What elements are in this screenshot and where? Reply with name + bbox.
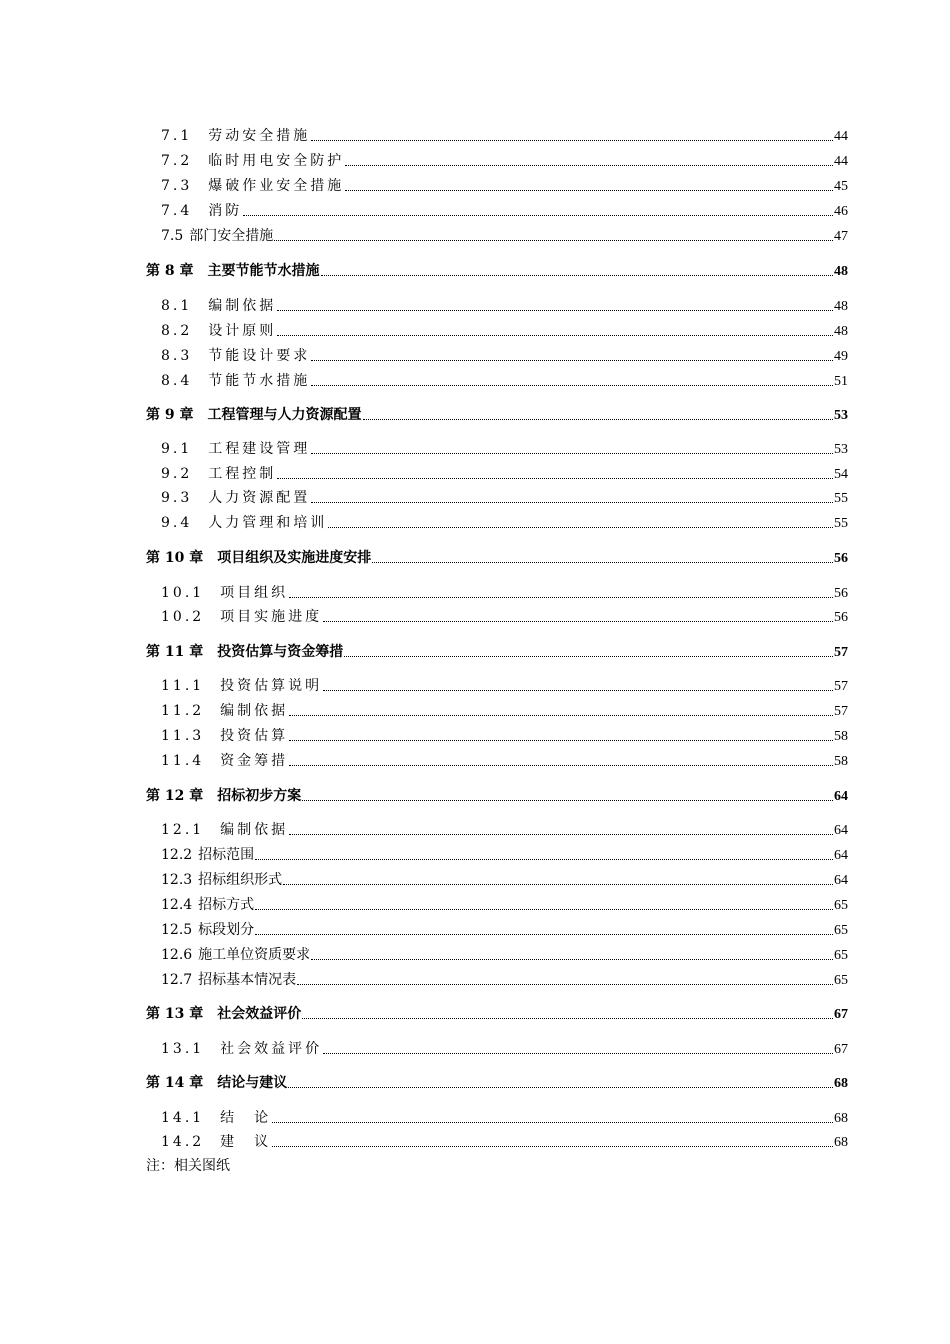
toc-entry-number: 第 14 章 xyxy=(146,1075,204,1091)
toc-entry-number: 第 12 章 xyxy=(146,788,204,804)
toc-entry-title: 投资估算与资金筹措 xyxy=(217,644,344,660)
toc-entry-label xyxy=(161,845,254,865)
toc-dot-leader xyxy=(363,418,834,420)
toc-entry-title: 结 论 xyxy=(220,1110,272,1126)
toc-entry-label xyxy=(161,439,310,459)
toc-section-entry[interactable] xyxy=(161,1039,848,1059)
toc-entry-title: 工程控制 xyxy=(208,466,277,482)
toc-dot-leader xyxy=(323,620,833,622)
toc-section-entry[interactable] xyxy=(161,371,848,391)
toc-dot-leader xyxy=(274,239,833,241)
toc-entry-label xyxy=(161,321,276,341)
toc-dot-leader xyxy=(255,908,833,910)
toc-dot-leader xyxy=(277,309,833,311)
toc-entry-label xyxy=(161,701,288,721)
toc-dot-leader xyxy=(323,1052,833,1054)
toc-entry-number: 10.1 xyxy=(161,585,205,601)
toc-entry-title: 招标初步方案 xyxy=(217,788,302,804)
toc-entry-label xyxy=(146,261,320,281)
toc-entry-number: 7.3 xyxy=(161,178,193,194)
toc-dot-leader xyxy=(255,933,833,935)
toc-page-number: 49 xyxy=(834,349,848,364)
toc-entry-label xyxy=(161,820,288,840)
toc-page-number: 65 xyxy=(834,898,848,913)
toc-entry-title: 爆破作业安全措施 xyxy=(208,178,345,194)
toc-page-number: 46 xyxy=(834,204,848,219)
toc-entry-title: 临时用电安全防护 xyxy=(208,153,345,169)
toc-entry-label xyxy=(161,1108,271,1128)
toc-entry-title: 编制依据 xyxy=(208,298,277,314)
toc-entry-number: 12.6 xyxy=(161,947,193,963)
toc-entry-number: 8.1 xyxy=(161,298,193,314)
toc-entry-label xyxy=(146,642,343,662)
toc-chapter-entry[interactable] xyxy=(146,1004,848,1024)
toc-entry-title: 项目实施进度 xyxy=(220,609,323,625)
toc-entry-number: 8.4 xyxy=(161,373,193,389)
toc-entry-title: 结论与建议 xyxy=(217,1075,288,1091)
toc-page-number: 48 xyxy=(834,299,848,314)
toc-entry-number: 9.1 xyxy=(161,441,193,457)
toc-section-entry[interactable] xyxy=(161,751,848,771)
toc-entry-title: 招标范围 xyxy=(198,847,255,863)
toc-entry-title: 人力资源配置 xyxy=(208,490,311,506)
toc-entry-number: 14.1 xyxy=(161,1110,205,1126)
toc-entry-title: 社会效益评价 xyxy=(220,1041,323,1057)
toc-entry-number: 12.4 xyxy=(161,897,193,913)
toc-entry-title: 部门安全措施 xyxy=(189,228,274,244)
toc-page-number: 44 xyxy=(834,129,848,144)
toc-entry-label xyxy=(161,464,276,484)
toc-chapter-entry[interactable] xyxy=(146,405,848,425)
toc-entry-number: 第 13 章 xyxy=(146,1006,204,1022)
toc-dot-leader xyxy=(289,739,833,741)
toc-page-number: 53 xyxy=(834,408,848,423)
toc-dot-leader xyxy=(311,958,833,960)
toc-dot-leader xyxy=(345,164,833,166)
toc-dot-leader xyxy=(302,1017,833,1019)
toc-entry-title: 工程管理与人力资源配置 xyxy=(207,407,362,423)
toc-entry-number: 第 10 章 xyxy=(146,550,204,566)
toc-section-entry[interactable] xyxy=(161,676,848,696)
toc-dot-leader xyxy=(288,1086,833,1088)
toc-entry-number: 11.2 xyxy=(161,703,205,719)
toc-entry-label xyxy=(161,676,322,696)
toc-entry-number: 9.2 xyxy=(161,466,193,482)
toc-entry-label xyxy=(161,488,310,508)
toc-dot-leader xyxy=(277,477,833,479)
toc-entry-label xyxy=(161,346,310,366)
toc-section-entry[interactable] xyxy=(161,296,848,316)
toc-dot-leader xyxy=(297,983,833,985)
toc-page-number: 65 xyxy=(834,948,848,963)
toc-entry-title: 人力管理和培训 xyxy=(208,515,328,531)
toc-page-number: 47 xyxy=(834,229,848,244)
toc-entry-title: 投资估算说明 xyxy=(220,678,323,694)
toc-section-entry[interactable] xyxy=(161,895,848,915)
toc-entry-label xyxy=(146,548,371,568)
footnote: 注：相关图纸 xyxy=(146,1158,230,1174)
toc-section-entry[interactable] xyxy=(161,920,848,940)
toc-entry-label xyxy=(146,786,301,806)
toc-dot-leader xyxy=(302,799,833,801)
toc-entry-title: 招标基本情况表 xyxy=(198,972,297,988)
toc-entry-number: 10.2 xyxy=(161,609,205,625)
toc-chapter-entry[interactable] xyxy=(146,261,848,281)
toc-page-number: 51 xyxy=(834,374,848,389)
toc-entry-title: 标段划分 xyxy=(198,922,255,938)
toc-section-entry[interactable] xyxy=(161,870,848,890)
toc-dot-leader xyxy=(311,501,833,503)
toc-dot-leader xyxy=(289,833,833,835)
toc-entry-number: 14.2 xyxy=(161,1134,205,1150)
toc-page-number: 67 xyxy=(834,1042,848,1057)
toc-entry-title: 设计原则 xyxy=(208,323,277,339)
toc-entry-number: 8.2 xyxy=(161,323,193,339)
toc-entry-label xyxy=(161,126,310,146)
toc-page-number: 56 xyxy=(834,610,848,625)
toc-entry-label xyxy=(146,1073,287,1093)
toc-page-number: 65 xyxy=(834,973,848,988)
toc-section-entry[interactable] xyxy=(161,346,848,366)
toc-entry-title: 施工单位资质要求 xyxy=(198,947,311,963)
toc-entry-number: 12.5 xyxy=(161,922,193,938)
toc-entry-label xyxy=(161,970,296,990)
toc-entry-label xyxy=(161,513,327,533)
toc-page-number: 64 xyxy=(834,873,848,888)
toc-page-number: 57 xyxy=(834,679,848,694)
toc-page-number: 68 xyxy=(834,1076,848,1091)
toc-entry-number: 7.5 xyxy=(161,228,184,244)
toc-entry-title: 资金筹措 xyxy=(220,753,289,769)
toc-dot-leader xyxy=(311,452,833,454)
toc-entry-number: 11.3 xyxy=(161,728,205,744)
toc-entry-label xyxy=(161,201,242,221)
toc-dot-leader xyxy=(289,714,833,716)
toc-page-number: 54 xyxy=(834,467,848,482)
toc-section-entry[interactable] xyxy=(161,701,848,721)
toc-dot-leader xyxy=(372,561,833,563)
toc-dot-leader xyxy=(328,526,833,528)
toc-entry-label xyxy=(161,371,310,391)
toc-dot-leader xyxy=(255,858,833,860)
toc-section-entry[interactable] xyxy=(161,176,848,196)
toc-section-entry[interactable] xyxy=(161,488,848,508)
toc-chapter-entry[interactable] xyxy=(146,786,848,806)
toc-page-number: 64 xyxy=(834,823,848,838)
toc-entry-label xyxy=(161,1132,271,1152)
toc-entry-number: 第 9 章 xyxy=(146,407,194,423)
toc-dot-leader xyxy=(311,359,833,361)
toc-page-number: 57 xyxy=(834,704,848,719)
toc-page-number: 45 xyxy=(834,179,848,194)
toc-entry-label xyxy=(161,583,288,603)
toc-chapter-entry[interactable] xyxy=(146,642,848,662)
toc-entry-title: 劳动安全措施 xyxy=(208,128,311,144)
toc-page-number: 68 xyxy=(834,1111,848,1126)
toc-entry-label xyxy=(161,945,310,965)
toc-dot-leader xyxy=(323,689,833,691)
toc-entry-number: 9.3 xyxy=(161,490,193,506)
toc-dot-leader xyxy=(289,596,833,598)
toc-section-entry[interactable] xyxy=(161,970,848,990)
toc-page-number: 55 xyxy=(834,491,848,506)
toc-entry-number: 11.4 xyxy=(161,753,205,769)
toc-section-entry[interactable] xyxy=(161,820,848,840)
toc-section-entry[interactable] xyxy=(161,1132,848,1152)
toc-dot-leader xyxy=(311,139,833,141)
toc-entry-label xyxy=(161,607,322,627)
toc-section-entry[interactable] xyxy=(161,321,848,341)
toc-entry-label xyxy=(161,751,288,771)
toc-section-entry[interactable] xyxy=(161,226,848,246)
toc-entry-number: 7.2 xyxy=(161,153,193,169)
toc-entry-number: 第 11 章 xyxy=(146,644,204,660)
toc-entry-number: 7.1 xyxy=(161,128,193,144)
toc-entry-number: 11.1 xyxy=(161,678,205,694)
toc-page-number: 56 xyxy=(834,586,848,601)
toc-page-number: 48 xyxy=(834,324,848,339)
toc-dot-leader xyxy=(272,1145,833,1147)
toc-dot-leader xyxy=(277,334,833,336)
toc-entry-label xyxy=(161,1039,322,1059)
toc-dot-leader xyxy=(272,1121,833,1123)
toc-page-number: 53 xyxy=(834,442,848,457)
toc-section-entry[interactable] xyxy=(161,726,848,746)
toc-section-entry[interactable] xyxy=(161,439,848,459)
toc-entry-number: 13.1 xyxy=(161,1041,205,1057)
toc-entry-label xyxy=(161,176,344,196)
toc-entry-title: 投资估算 xyxy=(220,728,289,744)
toc-page-number: 44 xyxy=(834,154,848,169)
toc-page-number: 48 xyxy=(834,264,848,279)
toc-entry-title: 消防 xyxy=(208,203,243,219)
toc-page-number: 58 xyxy=(834,729,848,744)
toc-entry-label xyxy=(161,870,282,890)
toc-section-entry[interactable] xyxy=(161,607,848,627)
toc-section-entry[interactable] xyxy=(161,464,848,484)
toc-dot-leader xyxy=(344,655,833,657)
toc-entry-title: 节能节水措施 xyxy=(208,373,311,389)
toc-entry-number: 8.3 xyxy=(161,348,193,364)
toc-dot-leader xyxy=(311,384,833,386)
toc-page-number: 67 xyxy=(834,1007,848,1022)
toc-page-number: 57 xyxy=(834,645,848,660)
toc-page-number: 56 xyxy=(834,551,848,566)
toc-entry-label xyxy=(161,920,254,940)
toc-dot-leader xyxy=(321,274,834,276)
toc-dot-leader xyxy=(289,764,833,766)
toc-section-entry[interactable] xyxy=(161,1108,848,1128)
toc-section-entry[interactable] xyxy=(161,583,848,603)
toc-section-entry[interactable] xyxy=(161,513,848,533)
toc-entry-title: 招标组织形式 xyxy=(198,872,283,888)
toc-section-entry[interactable] xyxy=(161,151,848,171)
toc-page-number: 65 xyxy=(834,923,848,938)
toc-entry-number: 12.7 xyxy=(161,972,193,988)
toc-entry-title: 社会效益评价 xyxy=(217,1006,302,1022)
toc-section-entry[interactable] xyxy=(161,945,848,965)
toc-entry-number: 12.1 xyxy=(161,822,205,838)
toc-page-number: 68 xyxy=(834,1135,848,1150)
toc-chapter-entry[interactable] xyxy=(146,548,848,568)
toc-entry-title: 招标方式 xyxy=(198,897,255,913)
toc-entry-number: 12.2 xyxy=(161,847,193,863)
toc-entry-label xyxy=(161,226,273,246)
toc-entry-title: 工程建设管理 xyxy=(208,441,311,457)
toc-entry-number: 9.4 xyxy=(161,515,193,531)
toc-entry-title: 项目组织 xyxy=(220,585,289,601)
toc-entry-number: 第 8 章 xyxy=(146,263,194,279)
toc-chapter-entry[interactable] xyxy=(146,1073,848,1093)
toc-entry-label xyxy=(161,151,344,171)
toc-entry-title: 建 议 xyxy=(220,1134,272,1150)
toc-entry-label xyxy=(146,1004,301,1024)
toc-entry-title: 节能设计要求 xyxy=(208,348,311,364)
toc-section-entry[interactable] xyxy=(161,201,848,221)
toc-dot-leader xyxy=(283,883,833,885)
toc-entry-label xyxy=(161,296,276,316)
toc-page-number: 58 xyxy=(834,754,848,769)
toc-page-number: 64 xyxy=(834,848,848,863)
toc-entry-label xyxy=(146,405,362,425)
toc-entry-title: 编制依据 xyxy=(220,703,289,719)
toc-entry-number: 12.3 xyxy=(161,872,193,888)
toc-section-entry[interactable] xyxy=(161,126,848,146)
toc-dot-leader xyxy=(345,189,833,191)
toc-dot-leader xyxy=(243,214,833,216)
toc-section-entry[interactable] xyxy=(161,845,848,865)
toc-entry-title: 项目组织及实施进度安排 xyxy=(217,550,372,566)
toc-entry-label xyxy=(161,895,254,915)
toc-page-number: 64 xyxy=(834,789,848,804)
toc-entry-label xyxy=(161,726,288,746)
toc-entry-title: 编制依据 xyxy=(220,822,289,838)
toc-entry-title: 主要节能节水措施 xyxy=(207,263,320,279)
toc-page-number: 55 xyxy=(834,516,848,531)
toc-entry-number: 7.4 xyxy=(161,203,193,219)
